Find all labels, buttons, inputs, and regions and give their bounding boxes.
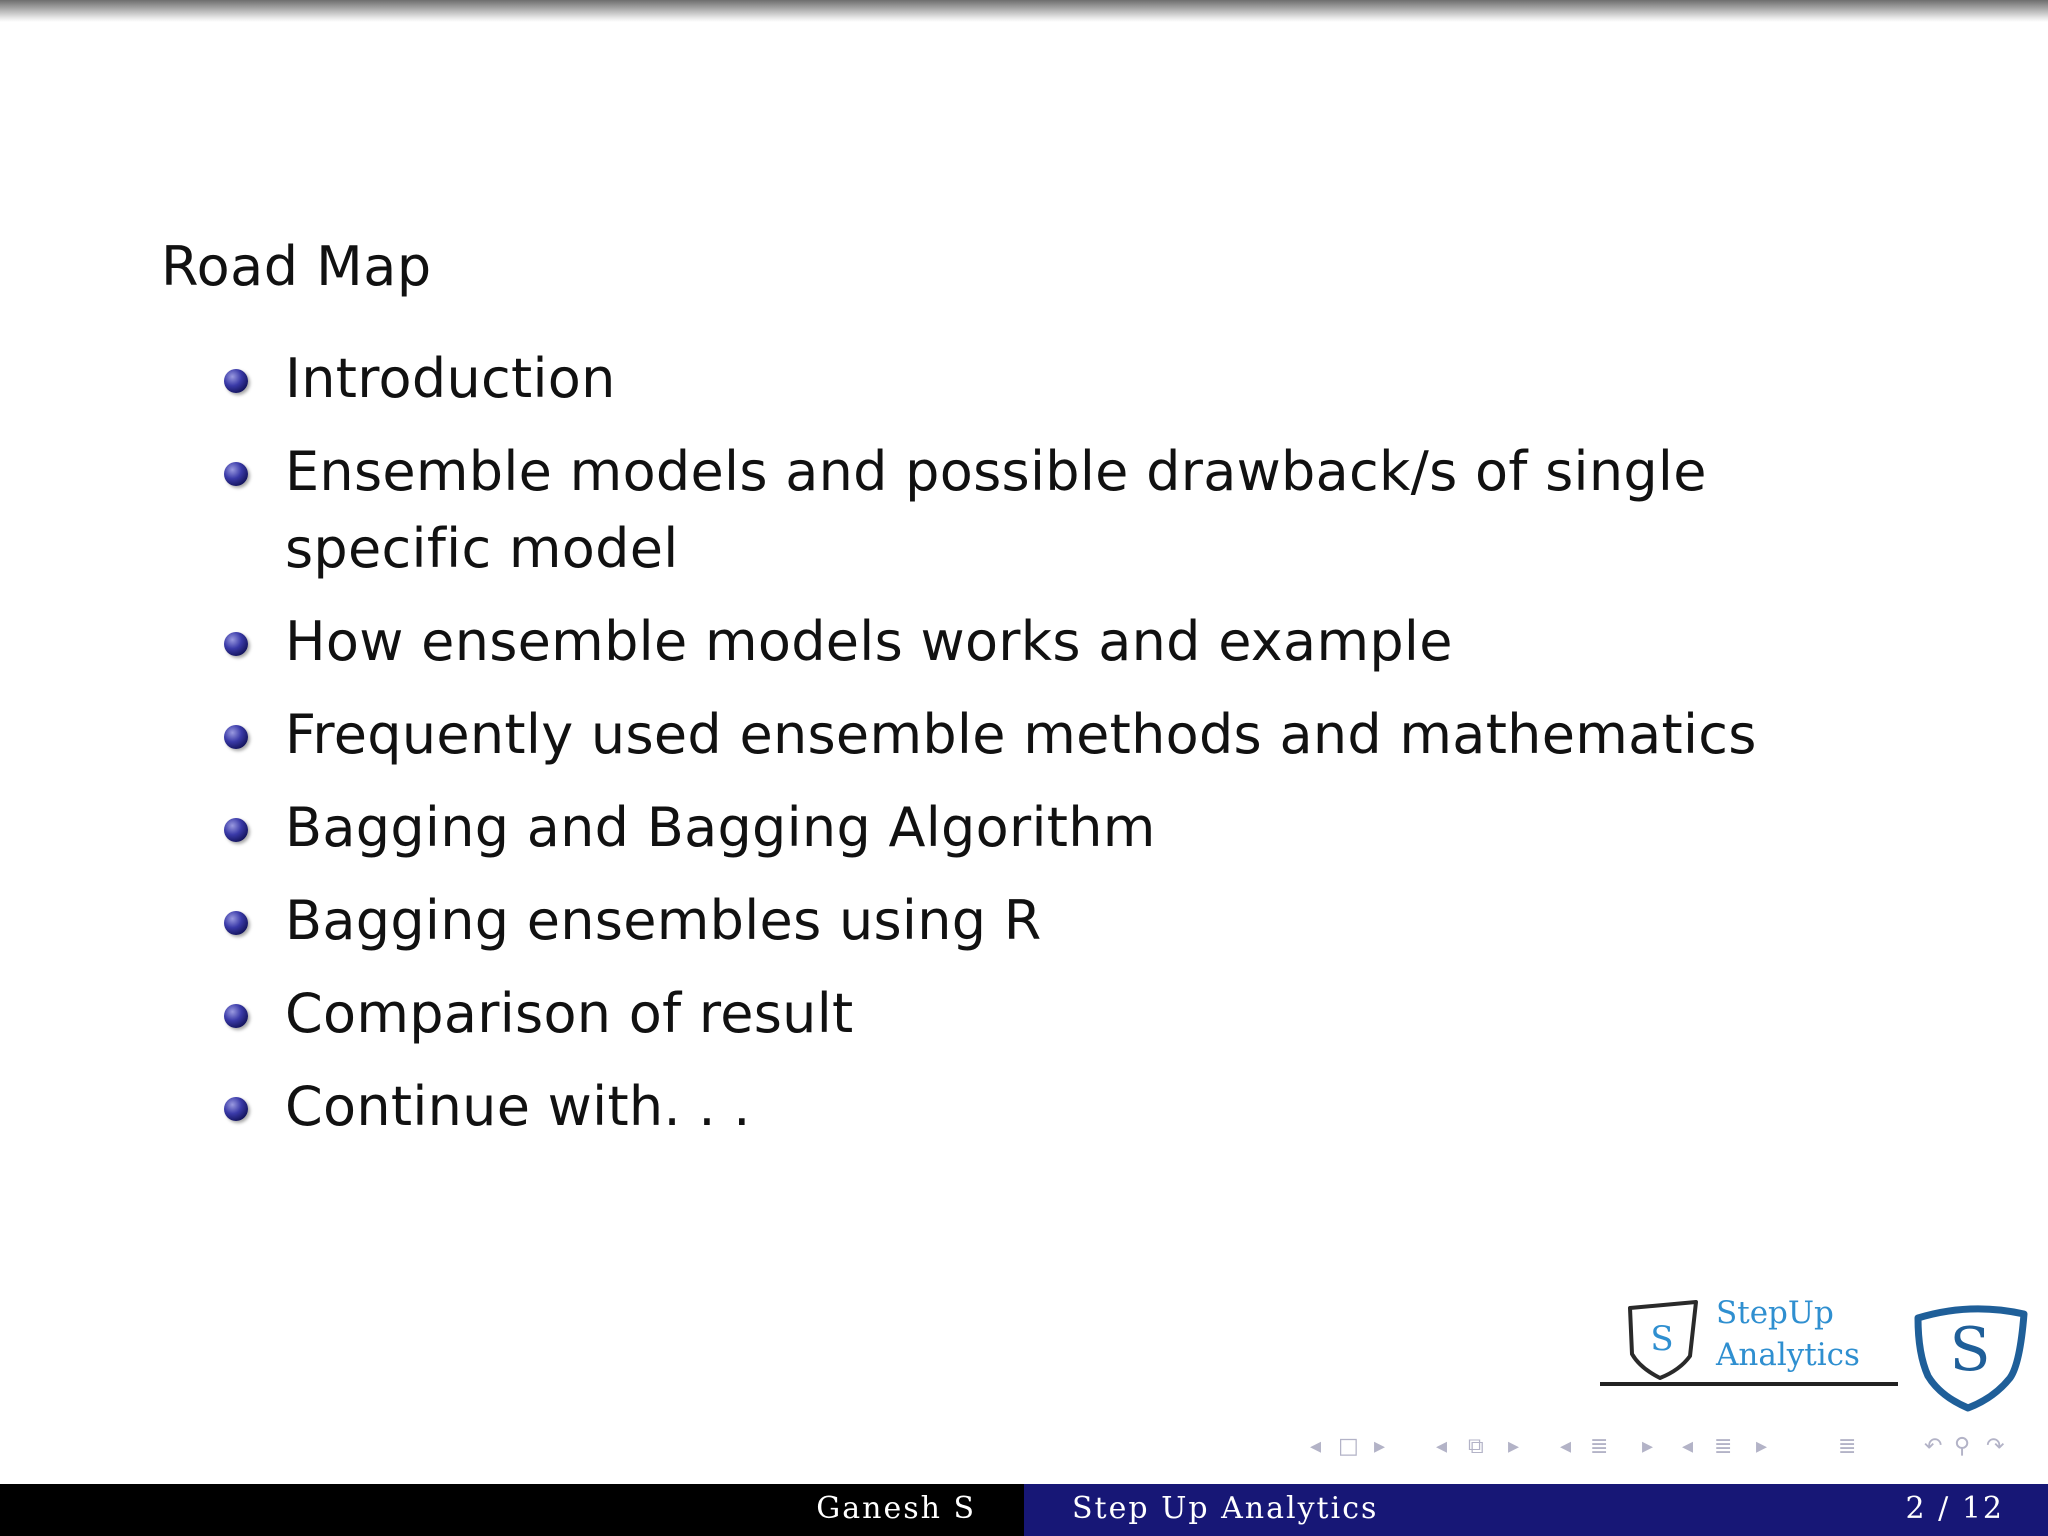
- bullet-ball-icon: [224, 818, 248, 842]
- bullet-ball-icon: [224, 1004, 248, 1028]
- logo-text: [1716, 1292, 1860, 1376]
- bullet-text: Introduction: [285, 347, 616, 410]
- nav-prev-frame-icon[interactable]: ◂: [1436, 1434, 1448, 1459]
- nav-back-icon[interactable]: ↶: [1924, 1434, 1943, 1459]
- nav-slide-icon[interactable]: □: [1338, 1434, 1359, 1459]
- frame-title: Road Map: [161, 235, 432, 298]
- bullet-text: Continue with. . .: [285, 1075, 751, 1138]
- logo-line2: Analytics: [1716, 1337, 1860, 1373]
- logo-line1: StepUp: [1716, 1295, 1834, 1331]
- bullet-ball-icon: [224, 911, 248, 935]
- bullet-item: [224, 882, 1864, 959]
- bullet-text: Comparison of result: [285, 982, 854, 1045]
- bullet-ball-icon: [224, 369, 248, 393]
- bullet-item: [224, 975, 1864, 1052]
- nav-search-icon[interactable]: ⚲: [1954, 1434, 1971, 1459]
- beamer-navigation-bar: [1310, 1432, 2040, 1468]
- footer-institute: Step Up Analytics: [1072, 1491, 1379, 1526]
- svg-text:S: S: [1650, 1319, 1674, 1359]
- svg-text:S: S: [1949, 1315, 1991, 1385]
- footer-left-panel: [0, 1484, 1024, 1536]
- footer-right-panel: [1024, 1484, 2048, 1536]
- nav-next-slide-icon[interactable]: ▸: [1374, 1434, 1386, 1459]
- nav-forward-icon[interactable]: ↷: [1986, 1434, 2005, 1459]
- bullet-ball-icon: [224, 725, 248, 749]
- bullet-list: [224, 340, 1864, 1161]
- footer-page-number: 2 / 12: [1905, 1491, 2004, 1526]
- bullet-text: Frequently used ensemble methods and mathematics: [285, 703, 1757, 766]
- nav-next-subsection-icon[interactable]: ▸: [1642, 1434, 1654, 1459]
- nav-frame-icon[interactable]: ⧉: [1468, 1434, 1484, 1459]
- bullet-ball-icon: [224, 632, 248, 656]
- bullet-item: [224, 696, 1864, 773]
- nav-subsection-icon[interactable]: ≣: [1590, 1434, 1609, 1459]
- nav-prev-subsection-icon[interactable]: ◂: [1560, 1434, 1572, 1459]
- nav-appendix-icon[interactable]: ≣: [1838, 1434, 1857, 1459]
- bullet-item: [224, 603, 1864, 680]
- logo-divider: [1600, 1382, 1898, 1386]
- footer: [0, 1484, 2048, 1536]
- bullet-text: Ensemble models and possible drawback/s of single specific model: [285, 440, 1707, 580]
- bullet-ball-icon: [224, 1097, 248, 1121]
- bullet-item: [224, 1068, 1864, 1145]
- bullet-item: [224, 789, 1864, 866]
- nav-next-frame-icon[interactable]: ▸: [1508, 1434, 1520, 1459]
- bullet-item: [224, 433, 1864, 587]
- large-shield-logo-icon: [1910, 1294, 2030, 1414]
- bullet-item: [224, 340, 1864, 417]
- nav-next-section-icon[interactable]: ▸: [1756, 1434, 1768, 1459]
- bullet-ball-icon: [224, 462, 248, 486]
- bullet-text: How ensemble models works and example: [285, 610, 1453, 673]
- bullet-text: Bagging and Bagging Algorithm: [285, 796, 1156, 859]
- stepup-analytics-logo: [1598, 1288, 2030, 1414]
- nav-prev-section-icon[interactable]: ◂: [1682, 1434, 1694, 1459]
- top-shadow: [0, 0, 2048, 22]
- small-shield-logo-icon: [1624, 1298, 1702, 1380]
- nav-prev-slide-icon[interactable]: ◂: [1310, 1434, 1322, 1459]
- footer-author: Ganesh S: [816, 1491, 976, 1526]
- nav-section-icon[interactable]: ≣: [1714, 1434, 1733, 1459]
- bullet-text: Bagging ensembles using R: [285, 889, 1042, 952]
